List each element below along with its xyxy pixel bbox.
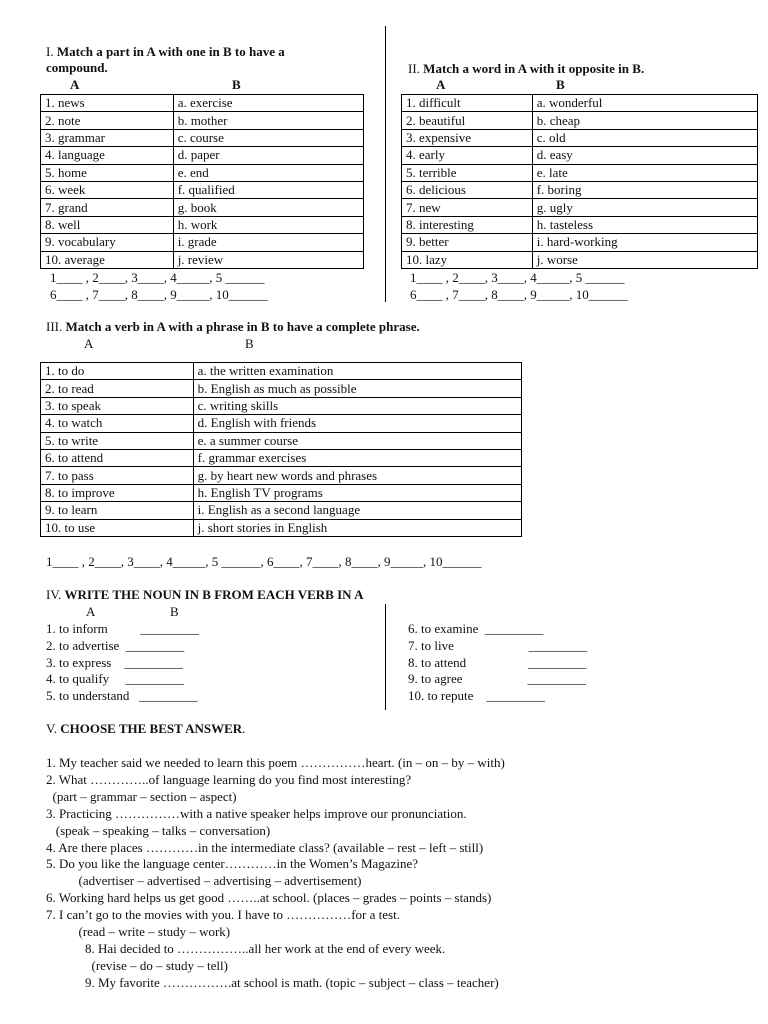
list-item: 9. to agree _________ [408,671,587,687]
question-line: 1. My teacher said we needed to learn this poem ……………heart. (in – on – by – with) [46,755,505,770]
cell-a: 5. to write [41,432,194,449]
cell-a: 4. language [41,147,174,164]
section-1-title-2: compound. [46,60,108,75]
table-row [402,234,758,251]
cell-b: j. review [173,251,363,268]
table-row [41,251,364,268]
section-1-col-a: A [70,77,80,92]
cell-a: 10. lazy [402,251,533,268]
cell-b: a. wonderful [532,95,757,112]
cell-b: a. exercise [173,95,363,112]
section-2-title: Match a word in A with it opposite in B. [423,61,645,76]
cell-b: c. writing skills [193,397,521,414]
table-row [402,199,758,216]
section-3-title: Match a verb in A with a phrase in B to have a complete phrase. [65,319,420,334]
table-row [402,251,758,268]
cell-a: 2. note [41,112,174,129]
section-3-col-a: A [84,336,94,351]
cell-b: c. course [173,129,363,146]
cell-a: 3. grammar [41,129,174,146]
table-row [41,181,364,198]
section-1-answers-2: 6____ , 7____, 8____, 9_____, 10______ [50,287,268,302]
cell-a: 8. to improve [41,484,194,501]
cell-b: g. by heart new words and phrases [193,467,521,484]
cell-b: a. the written examination [193,363,521,380]
table-row [41,199,364,216]
cell-a: 4. early [402,147,533,164]
cell-b: j. short stories in English [193,519,521,536]
cell-b: d. paper [173,147,363,164]
table-row [402,95,758,112]
table-row [402,112,758,129]
section-2-col-b: B [556,77,565,92]
cell-b: h. tasteless [532,216,757,233]
cell-b: d. easy [532,147,757,164]
cell-b: f. grammar exercises [193,449,521,466]
list-item: 3. to express _________ [46,654,183,670]
section-2-number: II. [408,61,420,76]
list-item: 4. to qualify _________ [46,671,184,687]
section-2-answers-1: 1____ , 2____, 3____, 4_____, 5 ______ [410,270,625,285]
cell-a: 4. to watch [41,415,194,432]
cell-b: h. work [173,216,363,233]
cell-b: e. a summer course [193,432,521,449]
question-line: (part – grammar – section – aspect) [46,788,237,804]
table-row [41,147,364,164]
question-line: 4. Are there places …………in the intermediate class? (available – rest – left – still) [46,839,484,855]
section-5-header: V. CHOOSE THE BEST ANSWER. [46,721,246,736]
cell-a: 7. grand [41,199,174,216]
cell-a: 9. vocabulary [41,234,174,251]
section-3-number: III. [46,319,63,334]
list-item: 5. to understand _________ [46,688,198,704]
cell-a: 5. home [41,164,174,181]
table-row [41,502,522,519]
cell-a: 1. news [41,95,174,112]
section-2-col-a: A [436,77,446,92]
question-line: (revise – do – study – tell) [46,957,228,973]
section-4-number: IV. [46,587,62,602]
table-row [41,216,364,233]
table-row [41,519,522,536]
section-3-answers: 1____ , 2____, 3____, 4_____, 5 ______, 6____, 7____, 8____, 9_____, 10______ [46,554,482,569]
list-item: 6. to examine _________ [408,621,544,636]
cell-b: b. English as much as possible [193,380,521,397]
cell-a: 6. delicious [402,181,533,198]
cell-a: 6. week [41,181,174,198]
section-1-title: Match a part in A with one in B to have a [56,44,285,59]
table-row [41,432,522,449]
cell-a: 9. better [402,234,533,251]
cell-a: 10. average [41,251,174,268]
cell-b: d. English with friends [193,415,521,432]
table-row [41,95,364,112]
cell-b: f. boring [532,181,757,198]
question-line: 3. Practicing ……………with a native speaker helps improve our pronunciation. [46,805,467,821]
cell-b: i. grade [173,234,363,251]
section-4-title: WRITE THE NOUN IN B FROM EACH VERB IN A [64,587,364,602]
section-4-col-a: A [86,604,96,619]
question-line: (advertiser – advertised – advertising – advertisement) [46,873,362,889]
table-row [402,129,758,146]
cell-a: 9. to learn [41,502,194,519]
table-row [41,397,522,414]
cell-a: 2. beautiful [402,112,533,129]
section-3-table [40,362,522,537]
question-line: 2. What …………..of language learning do you find most interesting? [46,771,412,787]
cell-b: b. mother [173,112,363,129]
cell-b: e. late [532,164,757,181]
cell-b: c. old [532,129,757,146]
cell-a: 1. to do [41,363,194,380]
table-row [402,147,758,164]
cell-a: 3. to speak [41,397,194,414]
table-row [41,467,522,484]
table-row [41,380,522,397]
question-line: 5. Do you like the language center…………in the Women’s Magazine? [46,856,418,872]
cell-b: i. hard-working [532,234,757,251]
table-row [41,484,522,501]
cell-b: g. ugly [532,199,757,216]
cell-a: 8. well [41,216,174,233]
list-item: 7. to live _________ [408,637,588,653]
section-4-header [46,587,363,603]
cell-a: 7. to pass [41,467,194,484]
table-row [41,449,522,466]
table-row [402,164,758,181]
cell-a: 8. interesting [402,216,533,233]
section-5-number: V. [46,721,57,736]
cell-b: g. book [173,199,363,216]
column-divider-top [385,26,386,302]
cell-a: 10. to use [41,519,194,536]
question-line: 9. My favorite …………….at school is math. (topic – subject – class – teacher) [46,974,499,990]
table-row [41,164,364,181]
cell-a: 1. difficult [402,95,533,112]
cell-a: 3. expensive [402,129,533,146]
table-row [41,363,522,380]
section-1-answers-1: 1____ , 2____, 3____, 4_____, 5 ______ [50,270,265,285]
section-1-number: I. [46,44,54,59]
table-row [402,181,758,198]
list-item: 1. to inform _________ [46,621,199,636]
cell-a: 2. to read [41,380,194,397]
list-item: 2. to advertise _________ [46,637,185,653]
cell-b: f. qualified [173,181,363,198]
table-row [41,415,522,432]
cell-b: e. end [173,164,363,181]
cell-a: 6. to attend [41,449,194,466]
cell-b: b. cheap [532,112,757,129]
table-row [41,129,364,146]
section-1-header [46,44,366,76]
list-item: 10. to repute _________ [408,688,545,704]
cell-b: j. worse [532,251,757,268]
list-item: 8. to attend _________ [408,654,587,670]
question-line: (speak – speaking – talks – conversation) [46,822,271,838]
section-2-answers-2: 6____ , 7____, 8____, 9_____, 10______ [410,287,628,302]
section-4-divider [385,604,386,710]
table-row [41,234,364,251]
section-2-table [401,94,758,269]
question-line: (read – write – study – work) [46,924,231,939]
question-line: 6. Working hard helps us get good ……..at school. (places – grades – points – stands) [46,890,492,906]
section-1-col-b: B [232,77,241,92]
question-line: 8. Hai decided to ……………..all her work at the end of every week. [46,940,446,956]
section-3-header [46,319,420,335]
cell-a: 5. terrible [402,164,533,181]
cell-a: 7. new [402,199,533,216]
section-5-title: CHOOSE THE BEST ANSWER [60,721,243,736]
cell-b: h. English TV programs [193,484,521,501]
section-2-header [408,61,644,77]
table-row [402,216,758,233]
table-row [41,112,364,129]
section-3-col-b: B [245,336,254,351]
section-1-table [40,94,364,269]
cell-b: i. English as a second language [193,502,521,519]
question-line: 7. I can’t go to the movies with you. I have to ……………for a test. [46,907,400,923]
section-4-col-b: B [170,604,179,619]
